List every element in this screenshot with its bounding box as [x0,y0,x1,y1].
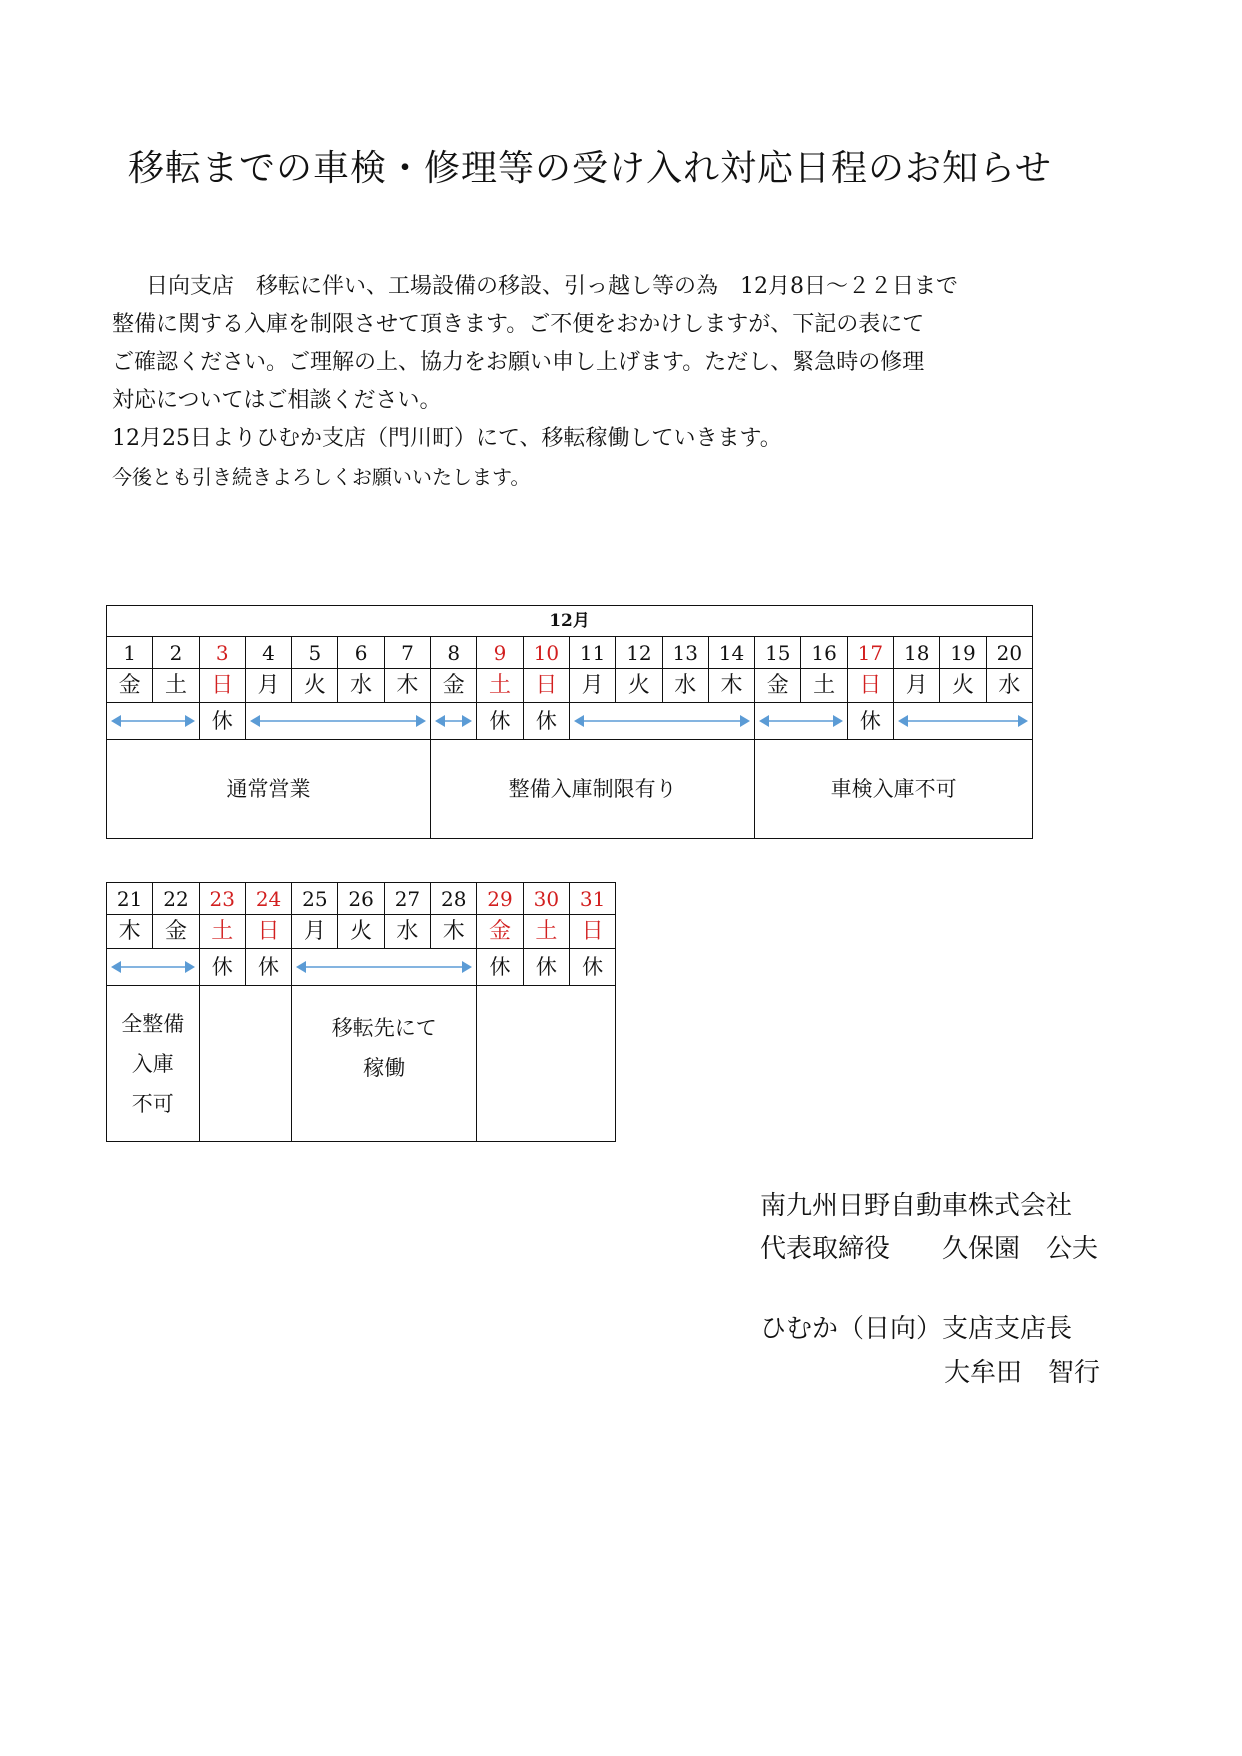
status-operating-new-location [292,986,477,1142]
date-cell: 8 [431,637,477,669]
status-line: 全整備 [121,1011,185,1036]
double-arrow-icon [113,716,193,726]
weekday-cell: 日 [569,915,615,949]
weekday-cell: 月 [292,915,338,949]
weekday-cell: 木 [107,915,153,949]
date-cell: 10 [523,637,569,669]
calendar-dec-21-31 [106,882,616,1142]
date-cell: 21 [107,883,153,915]
calendar-month-header: 12月 [107,606,1033,637]
date-cell: 23 [199,883,245,915]
weekday-cell: 水 [338,669,384,703]
weekday-cell: 水 [986,669,1032,703]
status-line: 移転先にて [331,1016,437,1040]
date-cell: 14 [708,637,754,669]
date-cell: 30 [523,883,569,915]
closed-mark-cell: 休 [847,703,893,740]
weekday-cell: 金 [477,915,523,949]
calendar-dec-1-20 [106,605,1033,839]
closed-mark-cell: 休 [523,949,569,986]
date-cell: 17 [847,637,893,669]
weekday-cell: 金 [107,669,153,703]
date-cell: 19 [940,637,986,669]
operating-period-arrow [107,949,200,986]
date-cell: 20 [986,637,1032,669]
date-cell: 24 [245,883,291,915]
body-line: ご確認ください。ご理解の上、協力をお願い申し上げます。ただし、緊急時の修理 [112,350,925,375]
weekday-cell: 金 [755,669,801,703]
weekday-cell: 火 [616,669,662,703]
weekday-cell: 水 [662,669,708,703]
closed-mark-cell: 休 [569,949,615,986]
date-cell: 1 [107,637,153,669]
weekday-cell: 金 [431,669,477,703]
date-cell: 9 [477,637,523,669]
operating-period-arrow [569,703,754,740]
status-line: 不可 [131,1091,174,1116]
date-cell: 7 [384,637,430,669]
status-line: 稼働 [363,1056,406,1080]
weekday-cell: 火 [338,915,384,949]
double-arrow-icon [437,716,470,726]
weekday-cell: 月 [245,669,291,703]
closed-mark-cell: 休 [523,703,569,740]
date-cell: 16 [801,637,847,669]
date-cell: 2 [153,637,199,669]
weekday-cell: 月 [569,669,615,703]
double-arrow-icon [761,716,841,726]
date-cell: 18 [894,637,940,669]
page-title: 移転までの車検・修理等の受け入れ対応日程のお知らせ [128,148,1052,189]
status-closed-empty [477,986,616,1142]
closed-mark-cell: 休 [477,703,523,740]
status-line: 入庫 [131,1051,174,1076]
double-arrow-icon [900,716,1026,726]
operating-period-arrow [245,703,430,740]
body-line: 12月25日よりひむか支店（門川町）にて、移転稼働していきます。 [112,426,782,451]
date-cell: 15 [755,637,801,669]
weekday-cell: 土 [477,669,523,703]
date-cell: 25 [292,883,338,915]
weekday-cell: 土 [523,915,569,949]
date-cell: 6 [338,637,384,669]
branch-manager-name: 大牟田 智行 [944,1358,1101,1388]
double-arrow-icon [298,962,470,972]
date-cell: 12 [616,637,662,669]
date-cell: 5 [292,637,338,669]
operating-period-arrow [755,703,848,740]
date-cell: 27 [384,883,430,915]
body-line: 対応についてはご相談ください。 [112,388,442,413]
closed-mark-cell: 休 [199,949,245,986]
weekday-cell: 火 [940,669,986,703]
weekday-cell: 土 [153,669,199,703]
weekday-cell: 月 [894,669,940,703]
date-cell: 22 [153,883,199,915]
weekday-cell: 金 [153,915,199,949]
weekday-cell: 木 [708,669,754,703]
weekday-cell: 日 [847,669,893,703]
status-no-inspection: 車検入庫不可 [755,740,1033,839]
body-line: 今後とも引き続きよろしくお願いいたします。 [112,465,531,489]
date-cell: 29 [477,883,523,915]
double-arrow-icon [113,962,193,972]
weekday-cell: 火 [292,669,338,703]
operating-period-arrow [894,703,1033,740]
weekday-cell: 日 [245,915,291,949]
weekday-cell: 木 [431,915,477,949]
date-cell: 3 [199,637,245,669]
status-restricted-maintenance: 整備入庫制限有り [431,740,755,839]
weekday-cell: 土 [801,669,847,703]
weekday-cell: 日 [523,669,569,703]
date-cell: 26 [338,883,384,915]
weekday-cell: 日 [199,669,245,703]
status-normal-business: 通常営業 [107,740,431,839]
closed-mark-cell: 休 [199,703,245,740]
date-cell: 13 [662,637,708,669]
double-arrow-icon [576,716,748,726]
company-name: 南九州日野自動車株式会社 [760,1191,1073,1221]
weekday-cell: 水 [384,915,430,949]
weekday-cell: 木 [384,669,430,703]
weekday-cell: 土 [199,915,245,949]
operating-period-arrow [431,703,477,740]
operating-period-arrow [107,703,200,740]
branch-manager-title: ひむか（日向）支店支店長 [760,1314,1073,1344]
notice-body [112,268,1072,496]
body-line: 日向支店 移転に伴い、工場設備の移設、引っ越し等の為 12月8日〜２２日まで [146,274,958,299]
double-arrow-icon [252,716,424,726]
closed-mark-cell: 休 [477,949,523,986]
operating-period-arrow [292,949,477,986]
date-cell: 4 [245,637,291,669]
date-cell: 31 [569,883,615,915]
closed-mark-cell: 休 [245,949,291,986]
status-closed-empty [199,986,292,1142]
body-line: 整備に関する入庫を制限させて頂きます。ご不便をおかけしますが、下記の表にて [112,312,925,337]
date-cell: 28 [431,883,477,915]
representative-name: 代表取締役 久保園 公夫 [760,1234,1099,1264]
date-cell: 11 [569,637,615,669]
status-no-maintenance [107,986,200,1142]
